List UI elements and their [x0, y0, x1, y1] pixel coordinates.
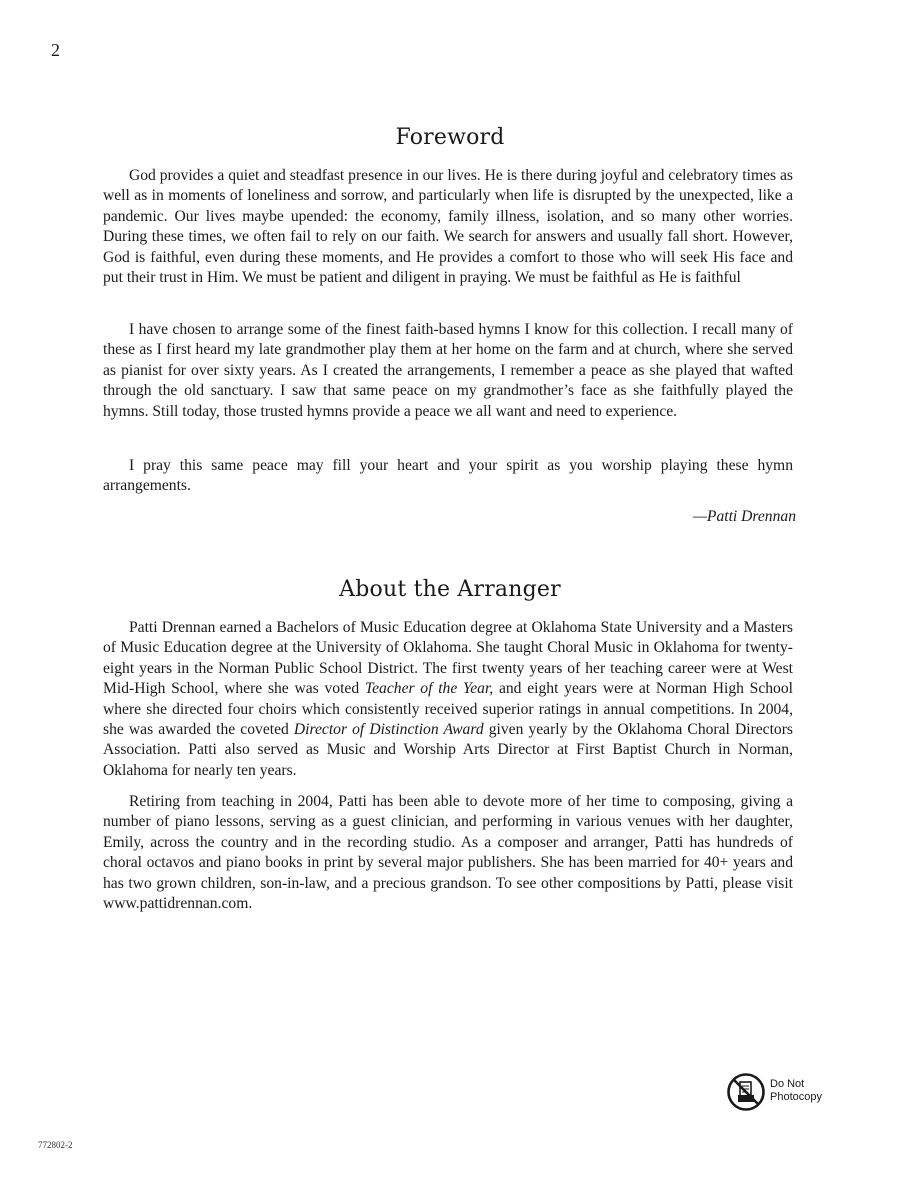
award-director-of-distinction: Director of Distinction Award: [293, 721, 484, 739]
about-text: given yearly by the Oklahoma Choral Directors Association. Patti also served as Music and Worship Arts Director at First Baptist Church in Norman, Oklahoma for nearly ten years.: [103, 721, 793, 779]
foreword-heading: Foreword: [395, 125, 505, 150]
do-not-photocopy-icon: [726, 1072, 766, 1112]
page-number: 2: [51, 40, 60, 60]
foreword-paragraph: I have chosen to arrange some of the finest faith-based hymns I know for this collection. I recall many of these as I first heard my late grandmother play them at her home on the farm and at church, where she served as pianist for over sixty years. As I created the arrangements, I remember a peace as she played that wafted through the old sanctuary. I saw that same peace on my grandmother’s face as she faithfully played the hymns. Still today, those trusted hymns provide a peace we all want and need to experience.: [103, 321, 793, 420]
notice-line-1: Do Not: [770, 1078, 805, 1090]
foreword-signature: —Patti Drennan: [693, 508, 796, 525]
about-text: and eight years were at Norman High School where she directed four choirs which consistently received superior ratings in annual competitions. In 2004, she was awarded the coveted: [103, 680, 793, 739]
about-paragraph: Retiring from teaching in 2004, Patti has been able to devote more of her time to composing, giving a number of piano lessons, serving as a guest clinician, and performing in various venues with her daughter, Emily, across the country and in the recording studio. As a composer and arranger, Patti has hundreds of choral octavos and piano books in print by several major publishers. She has been married for 40+ years and has two grown children, son-in-law, and a precious grandson. To see other compositions by Patti, please visit www.pattidrennan.com.: [103, 793, 793, 913]
do-not-photocopy-label: [770, 1078, 822, 1104]
notice-line-2: Photocopy: [770, 1091, 822, 1103]
about-arranger-heading: About the Arranger: [339, 577, 561, 602]
about-text: Patti Drennan earned a Bachelors of Music Education degree at Oklahoma State University and a Masters of Music Education degree at the University of Oklahoma. She taught Choral Music in Oklahoma for twenty-eight years in the Norman Public School District. The first twenty years of her teaching career were at West Mid-High School, where she was voted: [103, 619, 793, 698]
foreword-paragraph: God provides a quiet and steadfast presence in our lives. He is there during joyful and celebratory times as well as in moments of loneliness and sorrow, and particularly when life is disrupted by the unexpected, like a pandemic. Our lives maybe upended: the economy, family illness, isolation, and so many other worries. During these times, we often fail to rely on our faith. We search for answers and usually fall short. However, God is faithful, even during these moments, and He provides a comfort to those who will seek His face and put their trust in Him. We must be patient and diligent in praying. We must be faithful as He is faithful: [103, 167, 793, 287]
about-paragraph: [103, 618, 793, 781]
award-teacher-of-the-year: Teacher of the Year,: [364, 680, 494, 698]
foreword-paragraph: I pray this same peace may fill your heart and your spirit as you worship playing these hymn arrangements.: [103, 457, 793, 495]
catalog-number: 772802-2: [38, 1140, 73, 1150]
do-not-photocopy-notice: [726, 1072, 836, 1116]
